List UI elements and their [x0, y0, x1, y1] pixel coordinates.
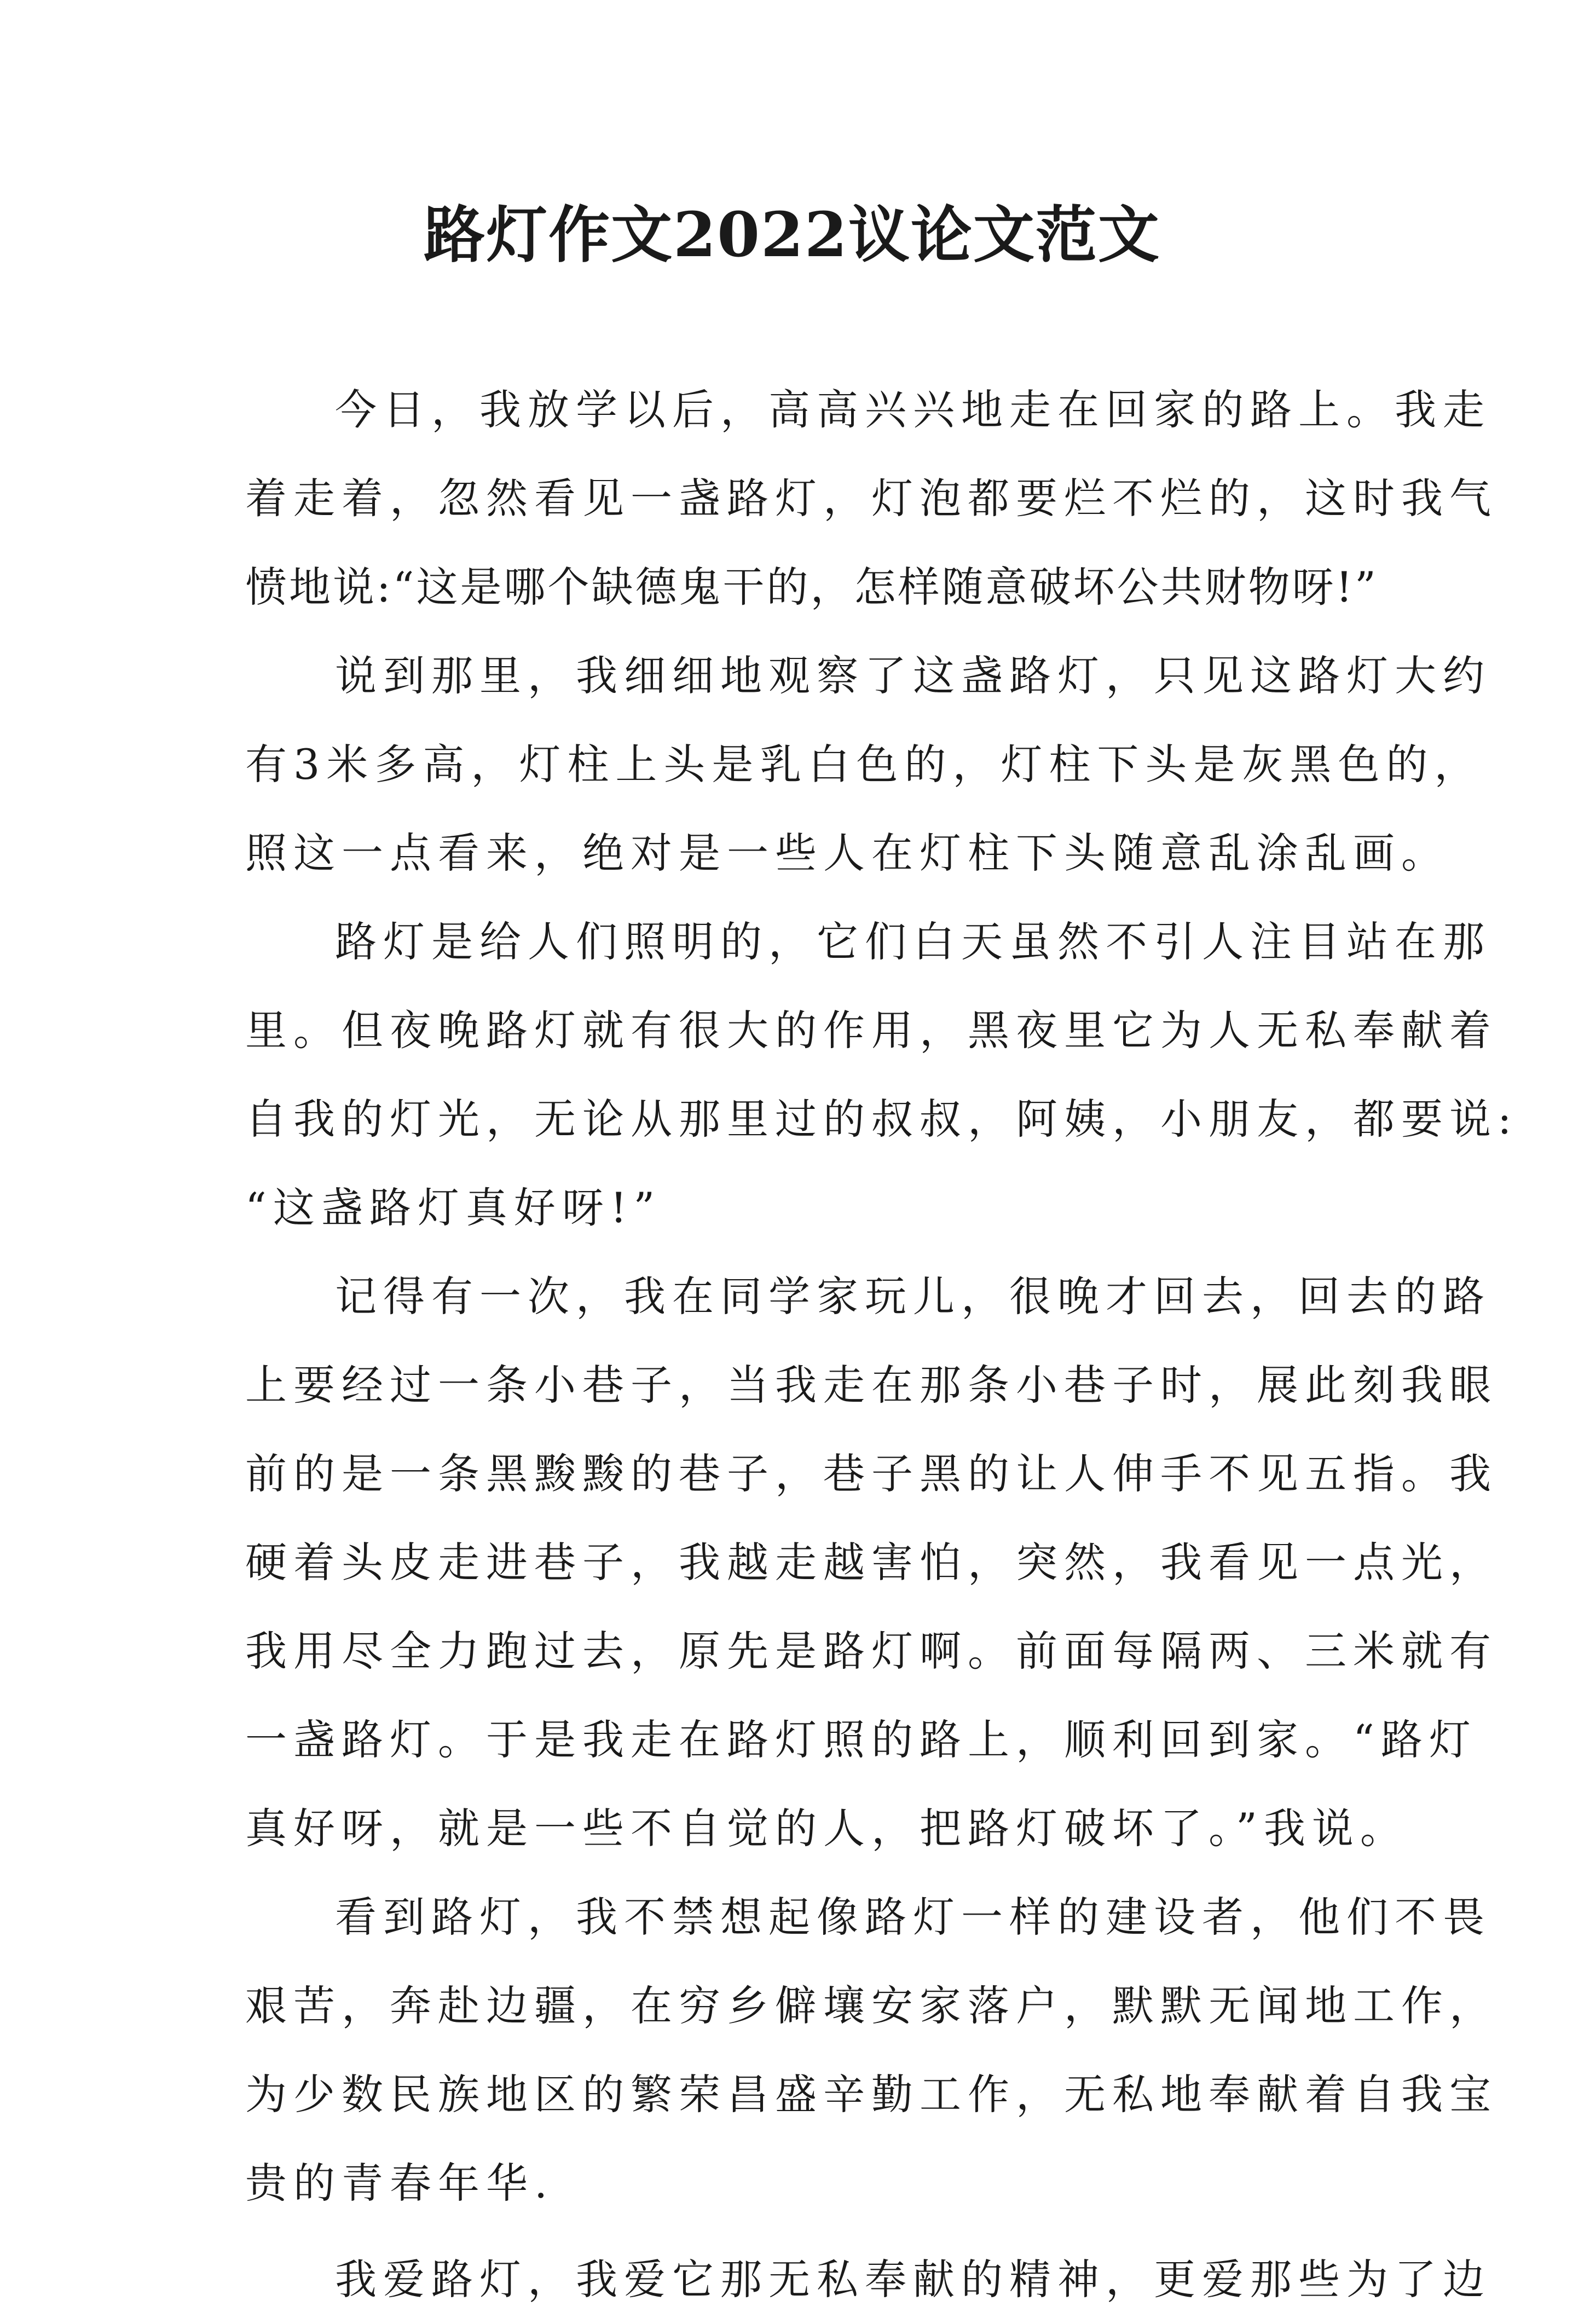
- paragraph-3-line-3: 自我的灯光，无论从那里过的叔叔，阿姨，小朋友，都要说:: [245, 1095, 1518, 1143]
- paragraph-4-line-2: 上要经过一条小巷子，当我走在那条小巷子时，展此刻我眼: [245, 1361, 1498, 1409]
- paragraph-4-line-7: 真好呀，就是一些不自觉的人，把路灯破坏了。”我说。: [245, 1804, 1408, 1853]
- paragraph-2-line-3: 照这一点看来，绝对是一些人在灯柱下头随意乱涂乱画。: [245, 829, 1449, 877]
- paragraph-5-line-4: 贵的青春年华.: [245, 2159, 554, 2207]
- paragraph-1-line-1: 今日，我放学以后，高高兴兴地走在回家的路上。我走: [335, 385, 1491, 434]
- paragraph-1-line-3: 愤地说:“这是哪个缺德鬼干的，怎样随意破坏公共财物呀!”: [245, 563, 1378, 611]
- paragraph-5-line-1: 看到路灯，我不禁想起像路灯一样的建设者，他们不畏: [335, 1893, 1491, 1941]
- paragraph-2-line-2: 有3米多高，灯柱上头是乳白色的，灯柱下头是灰黑色的，: [245, 740, 1483, 789]
- paragraph-6-line-1: 我爱路灯，我爱它那无私奉献的精神，更爱那些为了边: [335, 2255, 1491, 2304]
- paragraph-5-line-2: 艰苦，奔赴边疆，在穷乡僻壤安家落户，默默无闻地工作，: [245, 1981, 1498, 2030]
- paragraph-1-line-2: 着走着，忽然看见一盏路灯，灯泡都要烂不烂的，这时我气: [245, 474, 1498, 523]
- paragraph-3-line-4: “这盏路灯真好呀!”: [245, 1183, 662, 1232]
- paragraph-5-line-3: 为少数民族地区的繁荣昌盛辛勤工作，无私地奉献着自我宝: [245, 2070, 1498, 2119]
- paragraph-4-line-3: 前的是一条黑黢黢的巷子，巷子黑的让人伸手不见五指。我: [245, 1449, 1498, 1498]
- paragraph-4-line-1: 记得有一次，我在同学家玩儿，很晚才回去，回去的路: [335, 1272, 1491, 1321]
- paragraph-4-line-5: 我用尽全力跑过去，原先是路灯啊。前面每隔两、三米就有: [245, 1627, 1498, 1675]
- paragraph-2-line-1: 说到那里，我细细地观察了这盏路灯，只见这路灯大约: [335, 651, 1491, 700]
- paragraph-3-line-2: 里。但夜晚路灯就有很大的作用，黑夜里它为人无私奉献着: [245, 1006, 1498, 1055]
- paragraph-4-line-6: 一盏路灯。于是我走在路灯照的路上，顺利回到家。“路灯: [245, 1715, 1477, 1764]
- paragraph-3-line-1: 路灯是给人们照明的，它们白天虽然不引人注目站在那: [335, 917, 1491, 966]
- document-title: 路灯作文2022议论文范文: [424, 199, 1160, 271]
- document-body: [245, 366, 1518, 2324]
- paragraph-4-line-4: 硬着头皮走进巷子，我越走越害怕，突然，我看见一点光，: [245, 1538, 1498, 1587]
